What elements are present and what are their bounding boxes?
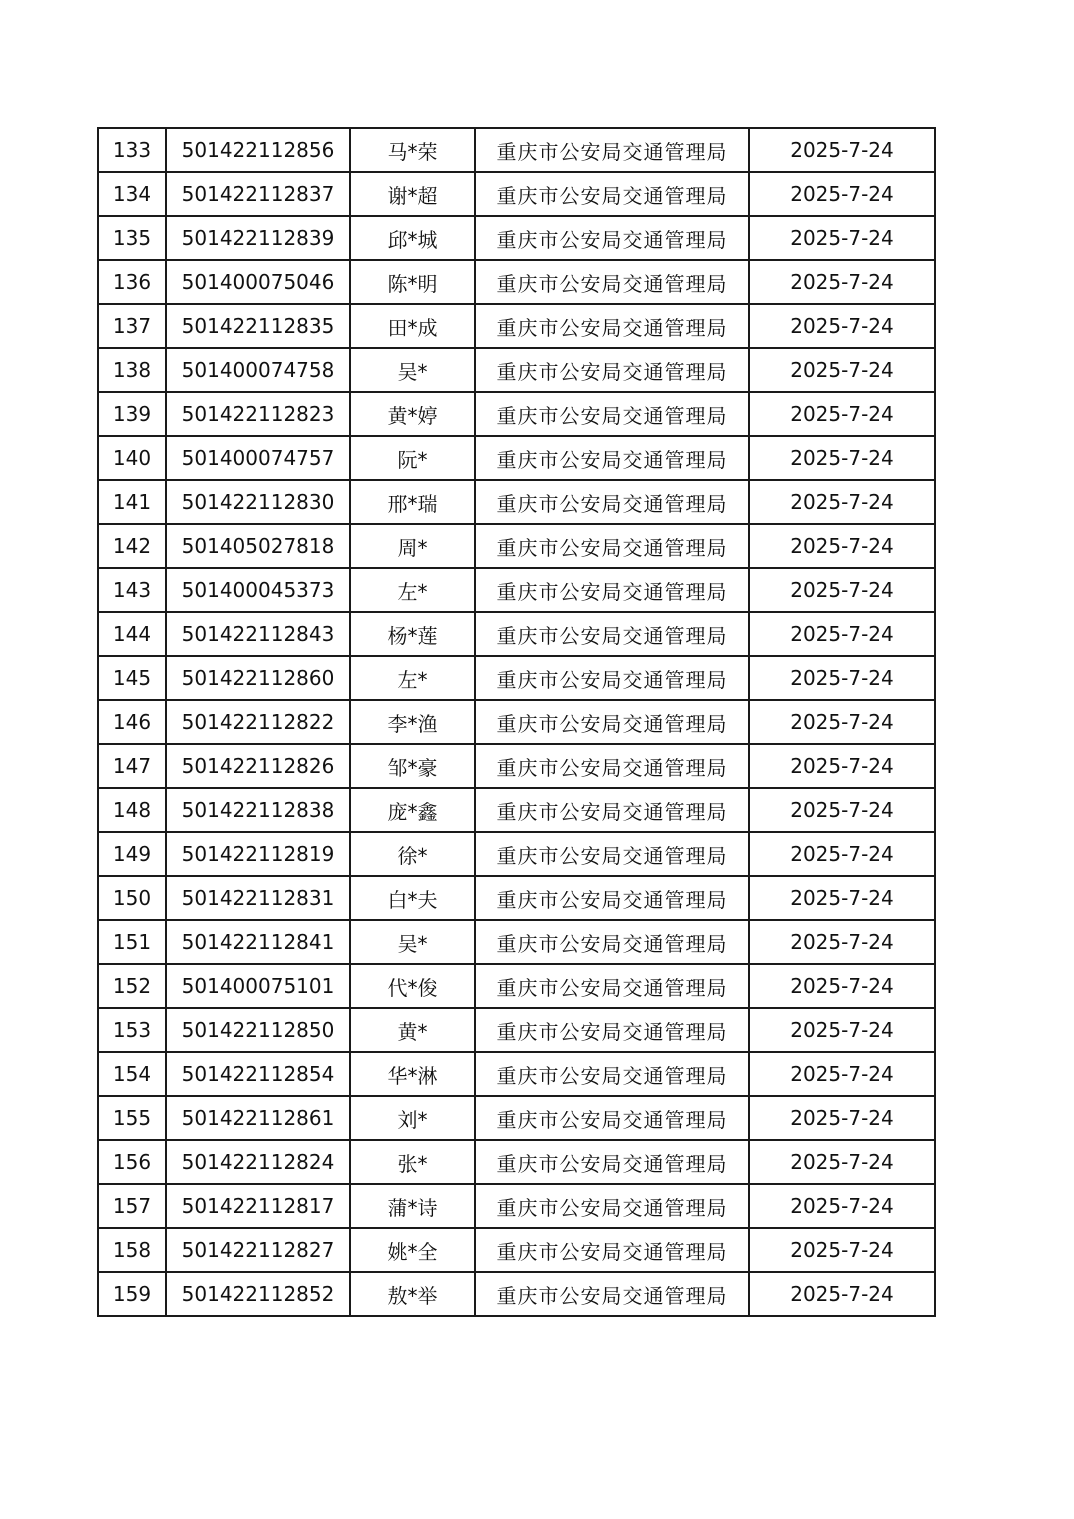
date-cell: 2025-7-24 xyxy=(749,964,935,1008)
table-row xyxy=(98,1228,935,1272)
id-number-cell: 501405027818 xyxy=(166,524,350,568)
id-number-cell: 501422112841 xyxy=(166,920,350,964)
id-number-cell: 501422112824 xyxy=(166,1140,350,1184)
name-cell: 左* xyxy=(350,656,475,700)
table-row xyxy=(98,788,935,832)
organization-cell: 重庆市公安局交通管理局 xyxy=(475,612,749,656)
name-cell: 阮* xyxy=(350,436,475,480)
row-number-cell: 135 xyxy=(98,216,166,260)
name-cell: 李*渔 xyxy=(350,700,475,744)
organization-cell: 重庆市公安局交通管理局 xyxy=(475,656,749,700)
row-number-cell: 144 xyxy=(98,612,166,656)
id-number-cell: 501422112827 xyxy=(166,1228,350,1272)
date-cell: 2025-7-24 xyxy=(749,260,935,304)
row-number-cell: 139 xyxy=(98,392,166,436)
date-cell: 2025-7-24 xyxy=(749,876,935,920)
organization-cell: 重庆市公安局交通管理局 xyxy=(475,700,749,744)
row-number-cell: 153 xyxy=(98,1008,166,1052)
table-row xyxy=(98,744,935,788)
name-cell: 敖*举 xyxy=(350,1272,475,1316)
organization-cell: 重庆市公安局交通管理局 xyxy=(475,304,749,348)
organization-cell: 重庆市公安局交通管理局 xyxy=(475,524,749,568)
table-row xyxy=(98,1140,935,1184)
table-row xyxy=(98,348,935,392)
row-number-cell: 133 xyxy=(98,128,166,172)
table-row xyxy=(98,1008,935,1052)
id-number-cell: 501422112852 xyxy=(166,1272,350,1316)
id-number-cell: 501422112854 xyxy=(166,1052,350,1096)
row-number-cell: 147 xyxy=(98,744,166,788)
date-cell: 2025-7-24 xyxy=(749,832,935,876)
table-row xyxy=(98,1272,935,1316)
name-cell: 蒲*诗 xyxy=(350,1184,475,1228)
organization-cell: 重庆市公安局交通管理局 xyxy=(475,216,749,260)
id-number-cell: 501400045373 xyxy=(166,568,350,612)
id-number-cell: 501422112860 xyxy=(166,656,350,700)
organization-cell: 重庆市公安局交通管理局 xyxy=(475,1228,749,1272)
name-cell: 邢*瑞 xyxy=(350,480,475,524)
organization-cell: 重庆市公安局交通管理局 xyxy=(475,568,749,612)
date-cell: 2025-7-24 xyxy=(749,524,935,568)
record-table-body xyxy=(98,128,935,1316)
name-cell: 华*淋 xyxy=(350,1052,475,1096)
table-row xyxy=(98,964,935,1008)
name-cell: 黄* xyxy=(350,1008,475,1052)
table-row xyxy=(98,1096,935,1140)
table-row xyxy=(98,216,935,260)
name-cell: 杨*莲 xyxy=(350,612,475,656)
name-cell: 左* xyxy=(350,568,475,612)
row-number-cell: 136 xyxy=(98,260,166,304)
name-cell: 田*成 xyxy=(350,304,475,348)
date-cell: 2025-7-24 xyxy=(749,304,935,348)
name-cell: 邱*城 xyxy=(350,216,475,260)
name-cell: 庞*鑫 xyxy=(350,788,475,832)
name-cell: 吴* xyxy=(350,348,475,392)
id-number-cell: 501422112819 xyxy=(166,832,350,876)
organization-cell: 重庆市公安局交通管理局 xyxy=(475,1052,749,1096)
date-cell: 2025-7-24 xyxy=(749,436,935,480)
row-number-cell: 156 xyxy=(98,1140,166,1184)
id-number-cell: 501400075101 xyxy=(166,964,350,1008)
row-number-cell: 146 xyxy=(98,700,166,744)
organization-cell: 重庆市公安局交通管理局 xyxy=(475,1008,749,1052)
id-number-cell: 501422112837 xyxy=(166,172,350,216)
row-number-cell: 149 xyxy=(98,832,166,876)
table-row xyxy=(98,260,935,304)
table-row xyxy=(98,920,935,964)
row-number-cell: 145 xyxy=(98,656,166,700)
id-number-cell: 501400074758 xyxy=(166,348,350,392)
date-cell: 2025-7-24 xyxy=(749,744,935,788)
table-row xyxy=(98,568,935,612)
name-cell: 姚*全 xyxy=(350,1228,475,1272)
row-number-cell: 148 xyxy=(98,788,166,832)
row-number-cell: 140 xyxy=(98,436,166,480)
table-row xyxy=(98,304,935,348)
table-row xyxy=(98,832,935,876)
id-number-cell: 501422112861 xyxy=(166,1096,350,1140)
id-number-cell: 501422112830 xyxy=(166,480,350,524)
table-row xyxy=(98,128,935,172)
date-cell: 2025-7-24 xyxy=(749,392,935,436)
organization-cell: 重庆市公安局交通管理局 xyxy=(475,920,749,964)
row-number-cell: 141 xyxy=(98,480,166,524)
table-row xyxy=(98,612,935,656)
row-number-cell: 157 xyxy=(98,1184,166,1228)
date-cell: 2025-7-24 xyxy=(749,1184,935,1228)
name-cell: 陈*明 xyxy=(350,260,475,304)
date-cell: 2025-7-24 xyxy=(749,1008,935,1052)
table-row xyxy=(98,436,935,480)
name-cell: 邹*豪 xyxy=(350,744,475,788)
organization-cell: 重庆市公安局交通管理局 xyxy=(475,260,749,304)
row-number-cell: 142 xyxy=(98,524,166,568)
table-row xyxy=(98,700,935,744)
row-number-cell: 150 xyxy=(98,876,166,920)
name-cell: 刘* xyxy=(350,1096,475,1140)
date-cell: 2025-7-24 xyxy=(749,216,935,260)
organization-cell: 重庆市公安局交通管理局 xyxy=(475,436,749,480)
id-number-cell: 501400075046 xyxy=(166,260,350,304)
name-cell: 代*俊 xyxy=(350,964,475,1008)
organization-cell: 重庆市公安局交通管理局 xyxy=(475,172,749,216)
name-cell: 张* xyxy=(350,1140,475,1184)
date-cell: 2025-7-24 xyxy=(749,700,935,744)
name-cell: 周* xyxy=(350,524,475,568)
table-row xyxy=(98,524,935,568)
row-number-cell: 137 xyxy=(98,304,166,348)
date-cell: 2025-7-24 xyxy=(749,920,935,964)
organization-cell: 重庆市公安局交通管理局 xyxy=(475,876,749,920)
table-row xyxy=(98,656,935,700)
date-cell: 2025-7-24 xyxy=(749,1272,935,1316)
name-cell: 吴* xyxy=(350,920,475,964)
organization-cell: 重庆市公安局交通管理局 xyxy=(475,1140,749,1184)
organization-cell: 重庆市公安局交通管理局 xyxy=(475,1184,749,1228)
row-number-cell: 151 xyxy=(98,920,166,964)
id-number-cell: 501422112838 xyxy=(166,788,350,832)
row-number-cell: 159 xyxy=(98,1272,166,1316)
id-number-cell: 501422112850 xyxy=(166,1008,350,1052)
name-cell: 徐* xyxy=(350,832,475,876)
id-number-cell: 501422112835 xyxy=(166,304,350,348)
organization-cell: 重庆市公安局交通管理局 xyxy=(475,832,749,876)
date-cell: 2025-7-24 xyxy=(749,1096,935,1140)
id-number-cell: 501422112817 xyxy=(166,1184,350,1228)
date-cell: 2025-7-24 xyxy=(749,480,935,524)
record-table xyxy=(97,127,936,1317)
organization-cell: 重庆市公安局交通管理局 xyxy=(475,128,749,172)
id-number-cell: 501400074757 xyxy=(166,436,350,480)
row-number-cell: 138 xyxy=(98,348,166,392)
date-cell: 2025-7-24 xyxy=(749,1052,935,1096)
organization-cell: 重庆市公安局交通管理局 xyxy=(475,1096,749,1140)
organization-cell: 重庆市公安局交通管理局 xyxy=(475,392,749,436)
date-cell: 2025-7-24 xyxy=(749,788,935,832)
id-number-cell: 501422112831 xyxy=(166,876,350,920)
id-number-cell: 501422112826 xyxy=(166,744,350,788)
id-number-cell: 501422112839 xyxy=(166,216,350,260)
date-cell: 2025-7-24 xyxy=(749,612,935,656)
date-cell: 2025-7-24 xyxy=(749,1228,935,1272)
name-cell: 谢*超 xyxy=(350,172,475,216)
row-number-cell: 154 xyxy=(98,1052,166,1096)
date-cell: 2025-7-24 xyxy=(749,348,935,392)
organization-cell: 重庆市公安局交通管理局 xyxy=(475,964,749,1008)
name-cell: 黄*婷 xyxy=(350,392,475,436)
row-number-cell: 152 xyxy=(98,964,166,1008)
row-number-cell: 143 xyxy=(98,568,166,612)
id-number-cell: 501422112856 xyxy=(166,128,350,172)
organization-cell: 重庆市公安局交通管理局 xyxy=(475,480,749,524)
date-cell: 2025-7-24 xyxy=(749,172,935,216)
id-number-cell: 501422112823 xyxy=(166,392,350,436)
id-number-cell: 501422112822 xyxy=(166,700,350,744)
date-cell: 2025-7-24 xyxy=(749,128,935,172)
table-row xyxy=(98,480,935,524)
id-number-cell: 501422112843 xyxy=(166,612,350,656)
table-row xyxy=(98,1184,935,1228)
date-cell: 2025-7-24 xyxy=(749,568,935,612)
table-row xyxy=(98,1052,935,1096)
name-cell: 白*夫 xyxy=(350,876,475,920)
organization-cell: 重庆市公安局交通管理局 xyxy=(475,788,749,832)
row-number-cell: 155 xyxy=(98,1096,166,1140)
date-cell: 2025-7-24 xyxy=(749,1140,935,1184)
table-row xyxy=(98,392,935,436)
date-cell: 2025-7-24 xyxy=(749,656,935,700)
row-number-cell: 158 xyxy=(98,1228,166,1272)
table-row xyxy=(98,172,935,216)
row-number-cell: 134 xyxy=(98,172,166,216)
organization-cell: 重庆市公安局交通管理局 xyxy=(475,744,749,788)
organization-cell: 重庆市公安局交通管理局 xyxy=(475,348,749,392)
organization-cell: 重庆市公安局交通管理局 xyxy=(475,1272,749,1316)
name-cell: 马*荣 xyxy=(350,128,475,172)
table-row xyxy=(98,876,935,920)
